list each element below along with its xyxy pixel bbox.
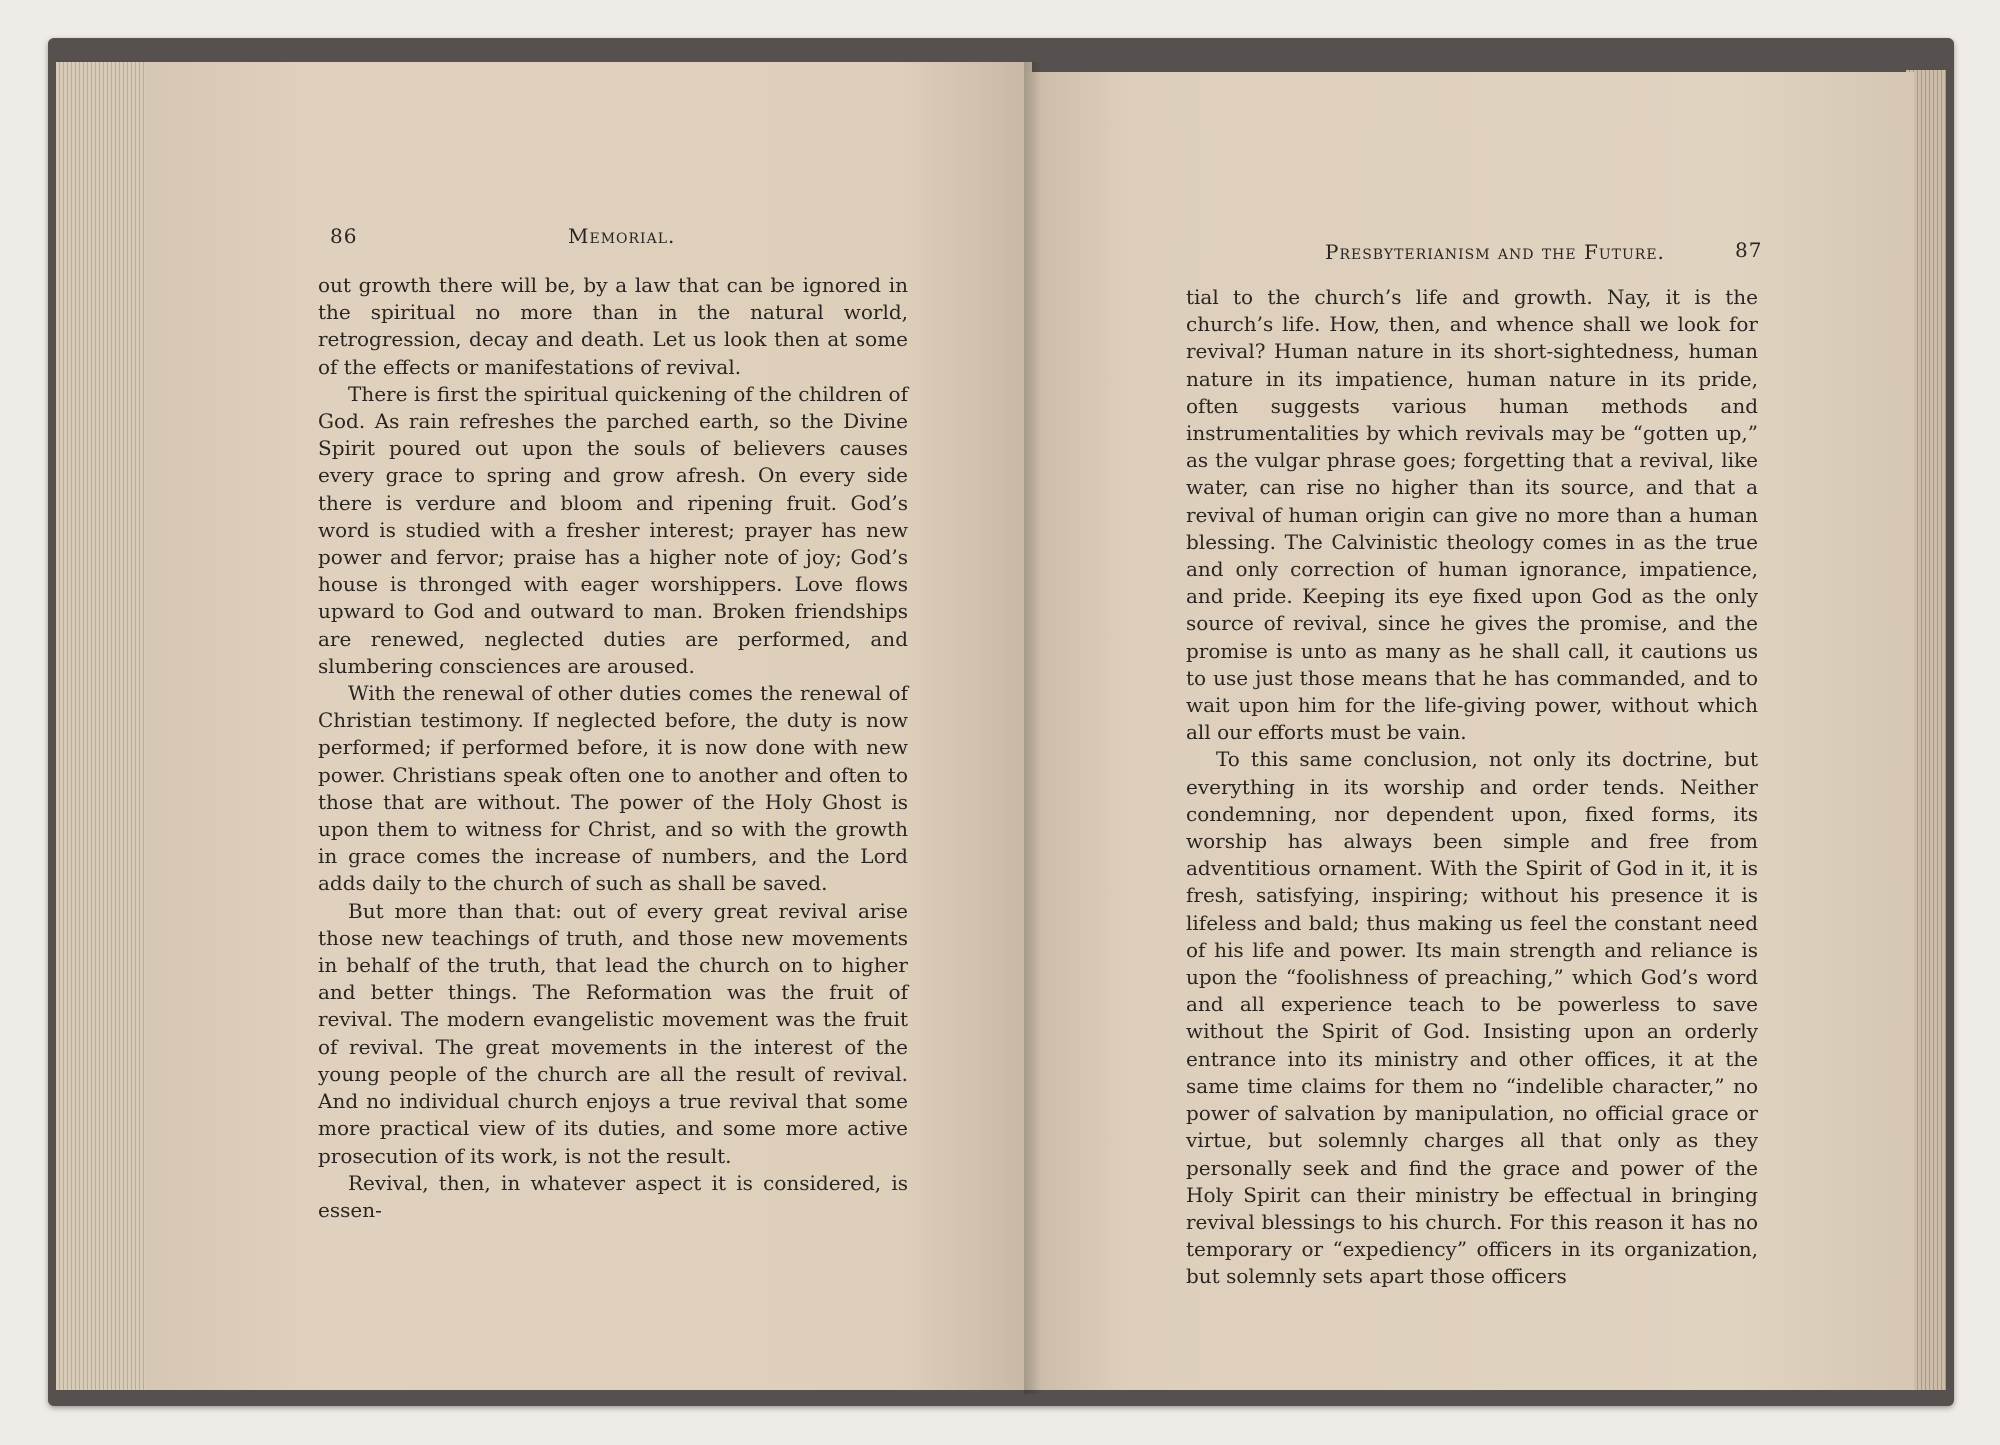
left-paragraph-3: With the renewal of other duties comes the renewal of Christian testimony. If neglected before, the duty is now performed; if performed before, it is now done with new power. Christians speak often one to another and often to those that are without. The power of the Holy Ghost is upon them to witness for Christ, and so with the growth in grace comes the increase of numbers, and the Lord adds daily to the church of such as shall be saved. <box>318 681 908 896</box>
right-page-body <box>1186 284 1758 1291</box>
book-gutter <box>1024 62 1042 1394</box>
page-edges-left <box>56 62 152 1390</box>
left-paragraph-5: Revival, then, in whatever aspect it is considered, is essen- <box>318 1170 908 1222</box>
right-paragraph-1: tial to the church’s life and growth. Nay, it is the church’s life. How, then, and whence shall we look for revival? Human nature in its short-sightedness, human nature in its impatience, human nature in its pride, often suggests various human methods and instrumentalities by which revivals may be “gotten up,” as the vulgar phrase goes; forgetting that a revival, like water, can rise no higher than its source, and that a revival of human origin can give no more than a human blessing. The Calvinistic theology comes in as the true and only correction of human ignorance, impatience, and pride. Keeping its eye fixed upon God as the only source of revival, since he gives the promise, and the promise is unto as many as he shall call, it cautions us to use just those means that he has commanded, and to wait upon him for the life-giving power, without which all our efforts must be vain. <box>1186 285 1758 745</box>
right-running-head: Presbyterianism and the Future. <box>1325 240 1665 264</box>
left-page-body <box>318 272 908 1224</box>
left-running-head: Memorial. <box>568 224 676 248</box>
left-paragraph-2: There is first the spiritual quickening of the children of God. As rain refreshes the parched earth, so the Divine Spirit poured out upon the souls of believers causes every grace to spring and grow afresh. On every side there is verdure and bloom and ripening fruit. God’s word is studied with a fresher interest; prayer has new power and fervor; praise has a higher note of joy; God’s house is thronged with eager worshippers. Love flows upward to God and outward to man. Broken friendships are renewed, neglected duties are performed, and slumbering consciences are aroused. <box>318 381 908 678</box>
right-paragraph-2: To this same conclusion, not only its doctrine, but everything in its worship and order tends. Neither condemning, nor dependent upon, fixed forms, its worship has always been simple and free from adventitious ornament. With the Spirit of God in it, it is fresh, satisfying, inspiring; without his presence it is lifeless and bald; thus making us feel the constant need of his life and power. Its main strength and reliance is upon the “foolishness of preaching,” which God’s word and all experience teach to be powerless to save without the Spirit of God. Insisting upon an orderly entrance into its ministry and other offices, it at the same time claims for them no “indelible character,” no power of salvation by manipulation, no official grace or virtue, but solemnly charges all that only as they personally seek and find the grace and power of the Holy Spirit can their ministry be effectual in bringing revival blessings to his church. For this reason it has no temporary or “expediency” officers in its organization, but solemnly sets apart those officers <box>1186 747 1758 1289</box>
left-paragraph-1: out growth there will be, by a law that can be ignored in the spiritual no more than in the natural world, retrogression, decay and death. Let us look then at some of the effects or manifestations of revival. <box>318 273 908 379</box>
right-page-number: 87 <box>1735 238 1763 262</box>
left-paragraph-4: But more than that: out of every great revival arise those new teachings of truth, and those new movements in behalf of the truth, that lead the church on to higher and better things. The Reformation was the fruit of revival. The modern evangelistic movement was the fruit of revival. The great movements in the interest of the young people of the church are all the result of revival. And no individual church enjoys a true revival that some more practical view of its duties, and some more active prosecution of its work, is not the result. <box>318 898 908 1168</box>
left-page-number: 86 <box>330 224 358 248</box>
